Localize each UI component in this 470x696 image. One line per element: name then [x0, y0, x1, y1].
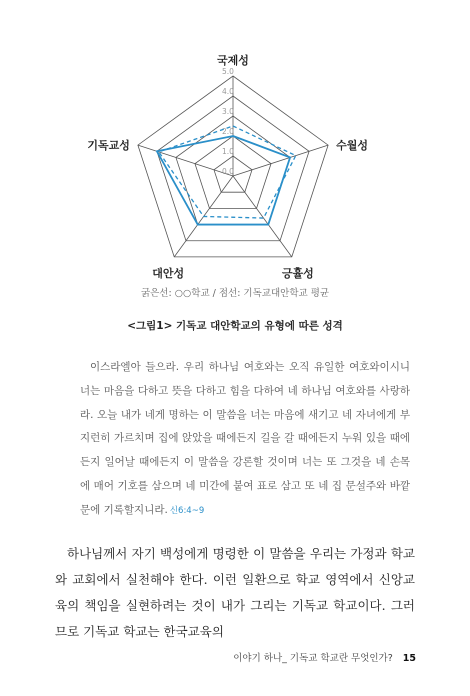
tick-label: 5.0 [222, 67, 234, 76]
tick-label: 0.0 [222, 167, 234, 176]
chapter-title: 이야기 하나_ 기독교 학교란 무엇인가? [233, 653, 393, 664]
tick-label: 3.0 [222, 107, 234, 116]
page-footer [233, 650, 416, 664]
axis-label: 기독교성 [87, 139, 130, 153]
figure-caption: <그림1> 기독교 대안학교의 유형에 따른 성격 [127, 320, 343, 332]
tick-label: 1.0 [222, 147, 234, 156]
body-paragraph: 하나님께서 자기 백성에게 명령한 이 말씀을 우리는 가정과 학교와 교회에서 실천해야 한다. 이런 일환으로 학교 영역에서 신앙교육의 책임을 실현하려는 것이 내가 그리는 기독교 학교이다. 그러므로 기독교 학교는 한국교육의 [55, 546, 415, 639]
axis-spoke [233, 145, 328, 176]
scripture-quote [80, 356, 410, 524]
chart-legend-note: 굵은선: ○○학교 / 점선: 기독교대안학교 평균 [140, 288, 330, 299]
axis-spoke [138, 145, 233, 176]
scripture-text: 이스라엘아 들으라. 우리 하나님 여호와는 오직 유일한 여호와이시니 너는 마음을 다하고 뜻을 다하고 힘을 다하여 네 하나님 여호와를 사랑하라. 오늘 내가 네게 명하는 이 말씀을 너는 마음에 새기고 네 자녀에게 부지런히 가르치며 집에 앉았을 때에든지 길을 갈 때에든지 누워 있을 때에든지 일어날 때에든지 이 말씀을 강론할 것이며 너는 또 그것을 네 손목에 매어 기호를 삼으며 네 미간에 붙여 표로 삼고 또 네 집 문설주와 바깥문에 기록할지니라. [80, 361, 410, 516]
page-number: 15 [402, 653, 416, 664]
axis-label: 수월성 [336, 139, 368, 153]
radar-chart [0, 0, 470, 280]
tick-label: 4.0 [222, 87, 234, 96]
axis-label: 대안성 [152, 266, 185, 280]
tick-label: 2.0 [222, 127, 234, 136]
scripture-reference: 신6:4~9 [169, 505, 205, 516]
axis-spoke [233, 176, 292, 257]
axis-label: 국제성 [217, 54, 249, 67]
axis-label: 긍휼성 [281, 266, 314, 280]
